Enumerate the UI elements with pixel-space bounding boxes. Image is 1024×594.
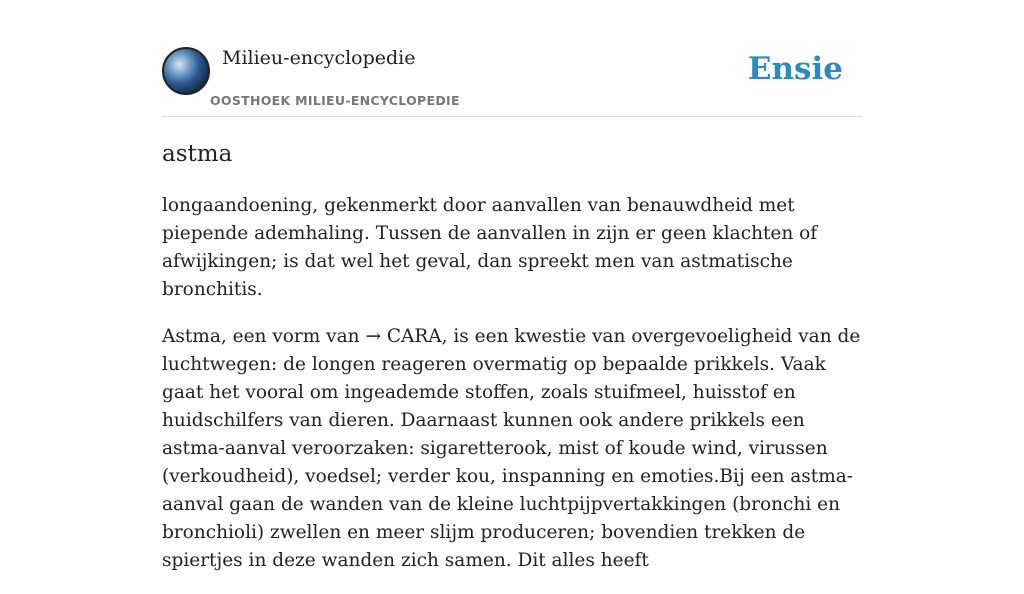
definition-paragraph: Astma, een vorm van → CARA, is een kwestie van overgevoeligheid van de luchtwegen: de longen reageren overmatig op bepaalde prikkels. Vaak gaat het vooral om ingeademde stoffen, zoals stuifmeel, huisstof en huidschilfers van dieren. Daarnaast kunnen ook andere prikkels een astma-aanval veroorzaken: sigaretterook, mist of koude wind, virussen (verkoudheid), voedsel; verder kou, inspanning en emoties.Bij een astma-aanval gaan de wanden van de kleine luchtpijpvertakkingen (bronchi en bronchioli) zwellen en meer slijm produceren; bovendien trekken de spiertjes in deze wanden zich samen. Dit alles heeft xyxy=(162,326,861,571)
earth-globe-icon[interactable] xyxy=(162,47,210,95)
site-title[interactable]: Milieu-encyclopedie xyxy=(222,47,416,69)
ensie-logo[interactable]: Ensie xyxy=(747,51,843,87)
site-header xyxy=(162,0,862,117)
page-container xyxy=(162,0,862,571)
entry-definition xyxy=(162,192,862,594)
site-subtitle[interactable]: OOSTHOEK MILIEU-ENCYCLOPEDIE xyxy=(210,93,460,108)
entry-term: astma xyxy=(162,141,233,167)
definition-paragraph: longaandoening, gekenmerkt door aanvallen van benauwdheid met piepende ademhaling. Tussen de aanvallen in zijn er geen klachten of afwijkingen; is dat wel het geval, dan spreekt men van astmatische bronchitis. xyxy=(162,195,818,300)
